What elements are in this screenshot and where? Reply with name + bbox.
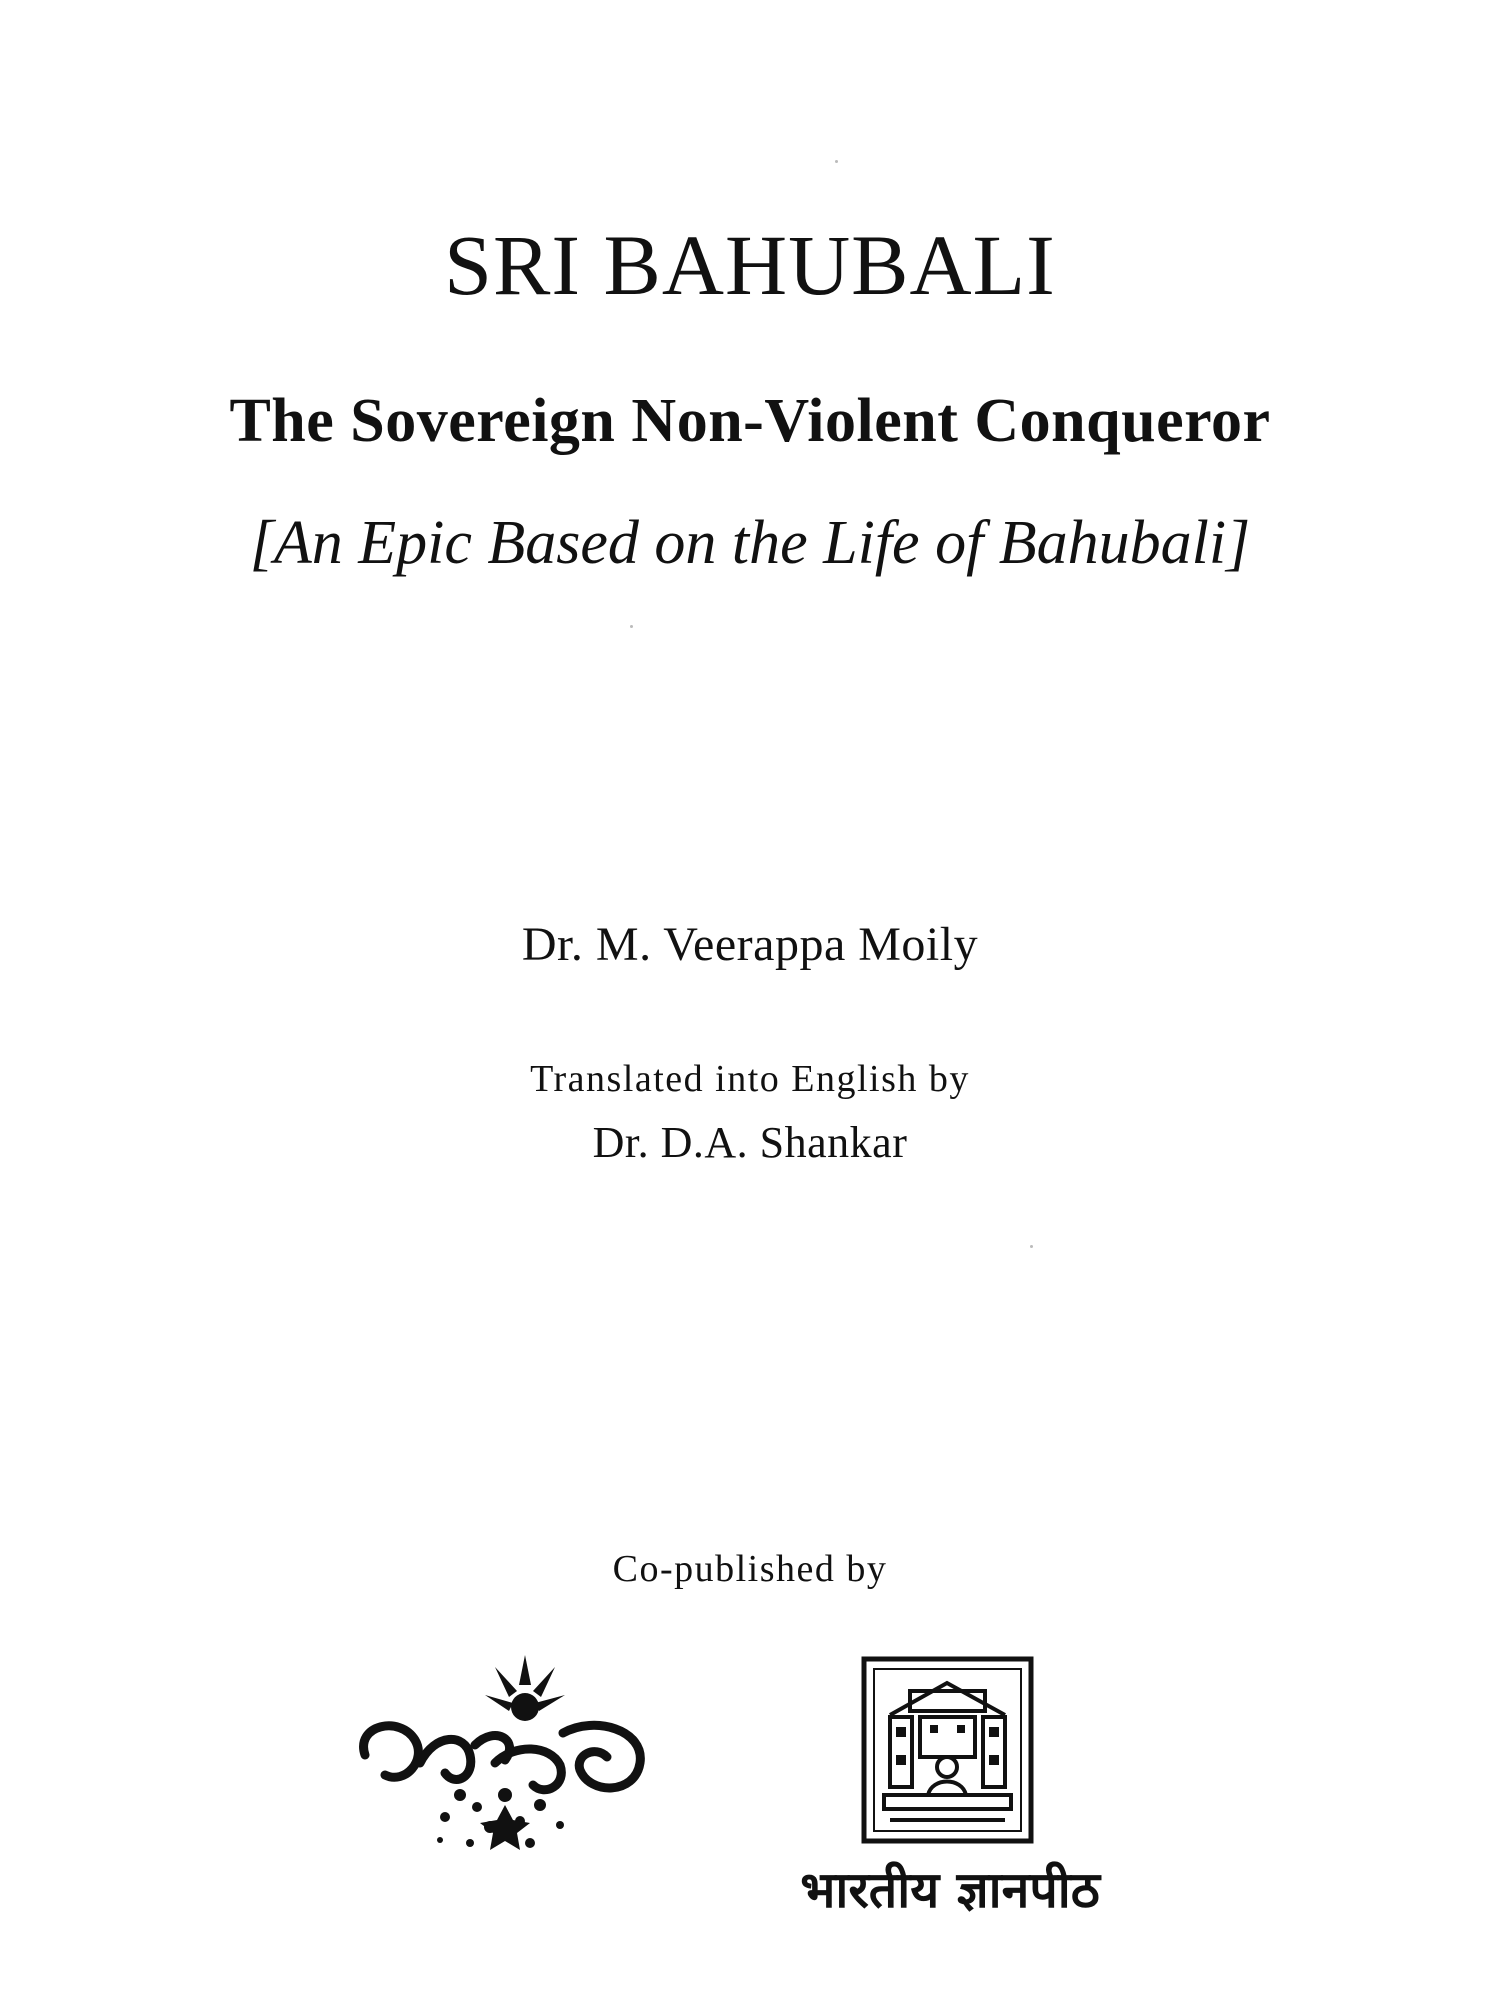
- book-subtitle: The Sovereign Non-Violent Conqueror: [229, 387, 1271, 455]
- scan-speck: [835, 160, 838, 163]
- scan-speck: [1030, 1245, 1033, 1248]
- translator-name: Dr. D.A. Shankar: [592, 1118, 908, 1167]
- scan-speck: [630, 625, 633, 628]
- vaaghdevi-logo: [345, 1645, 665, 1855]
- publisher-name-hindi: भारतीय ज्ञानपीठ: [800, 1861, 1100, 1919]
- author-name: Dr. M. Veerappa Moily: [521, 918, 979, 971]
- copublished-label: Co-published by: [612, 1548, 888, 1590]
- sun-icon: [485, 1655, 565, 1721]
- bharatiya-jnanpith-emblem: [860, 1655, 1035, 1845]
- book-title: SRI BAHUBALI: [444, 217, 1056, 313]
- book-tagline: [An Epic Based on the Life of Bahubali]: [249, 509, 1251, 577]
- translated-by-label: Translated into English by: [530, 1058, 970, 1100]
